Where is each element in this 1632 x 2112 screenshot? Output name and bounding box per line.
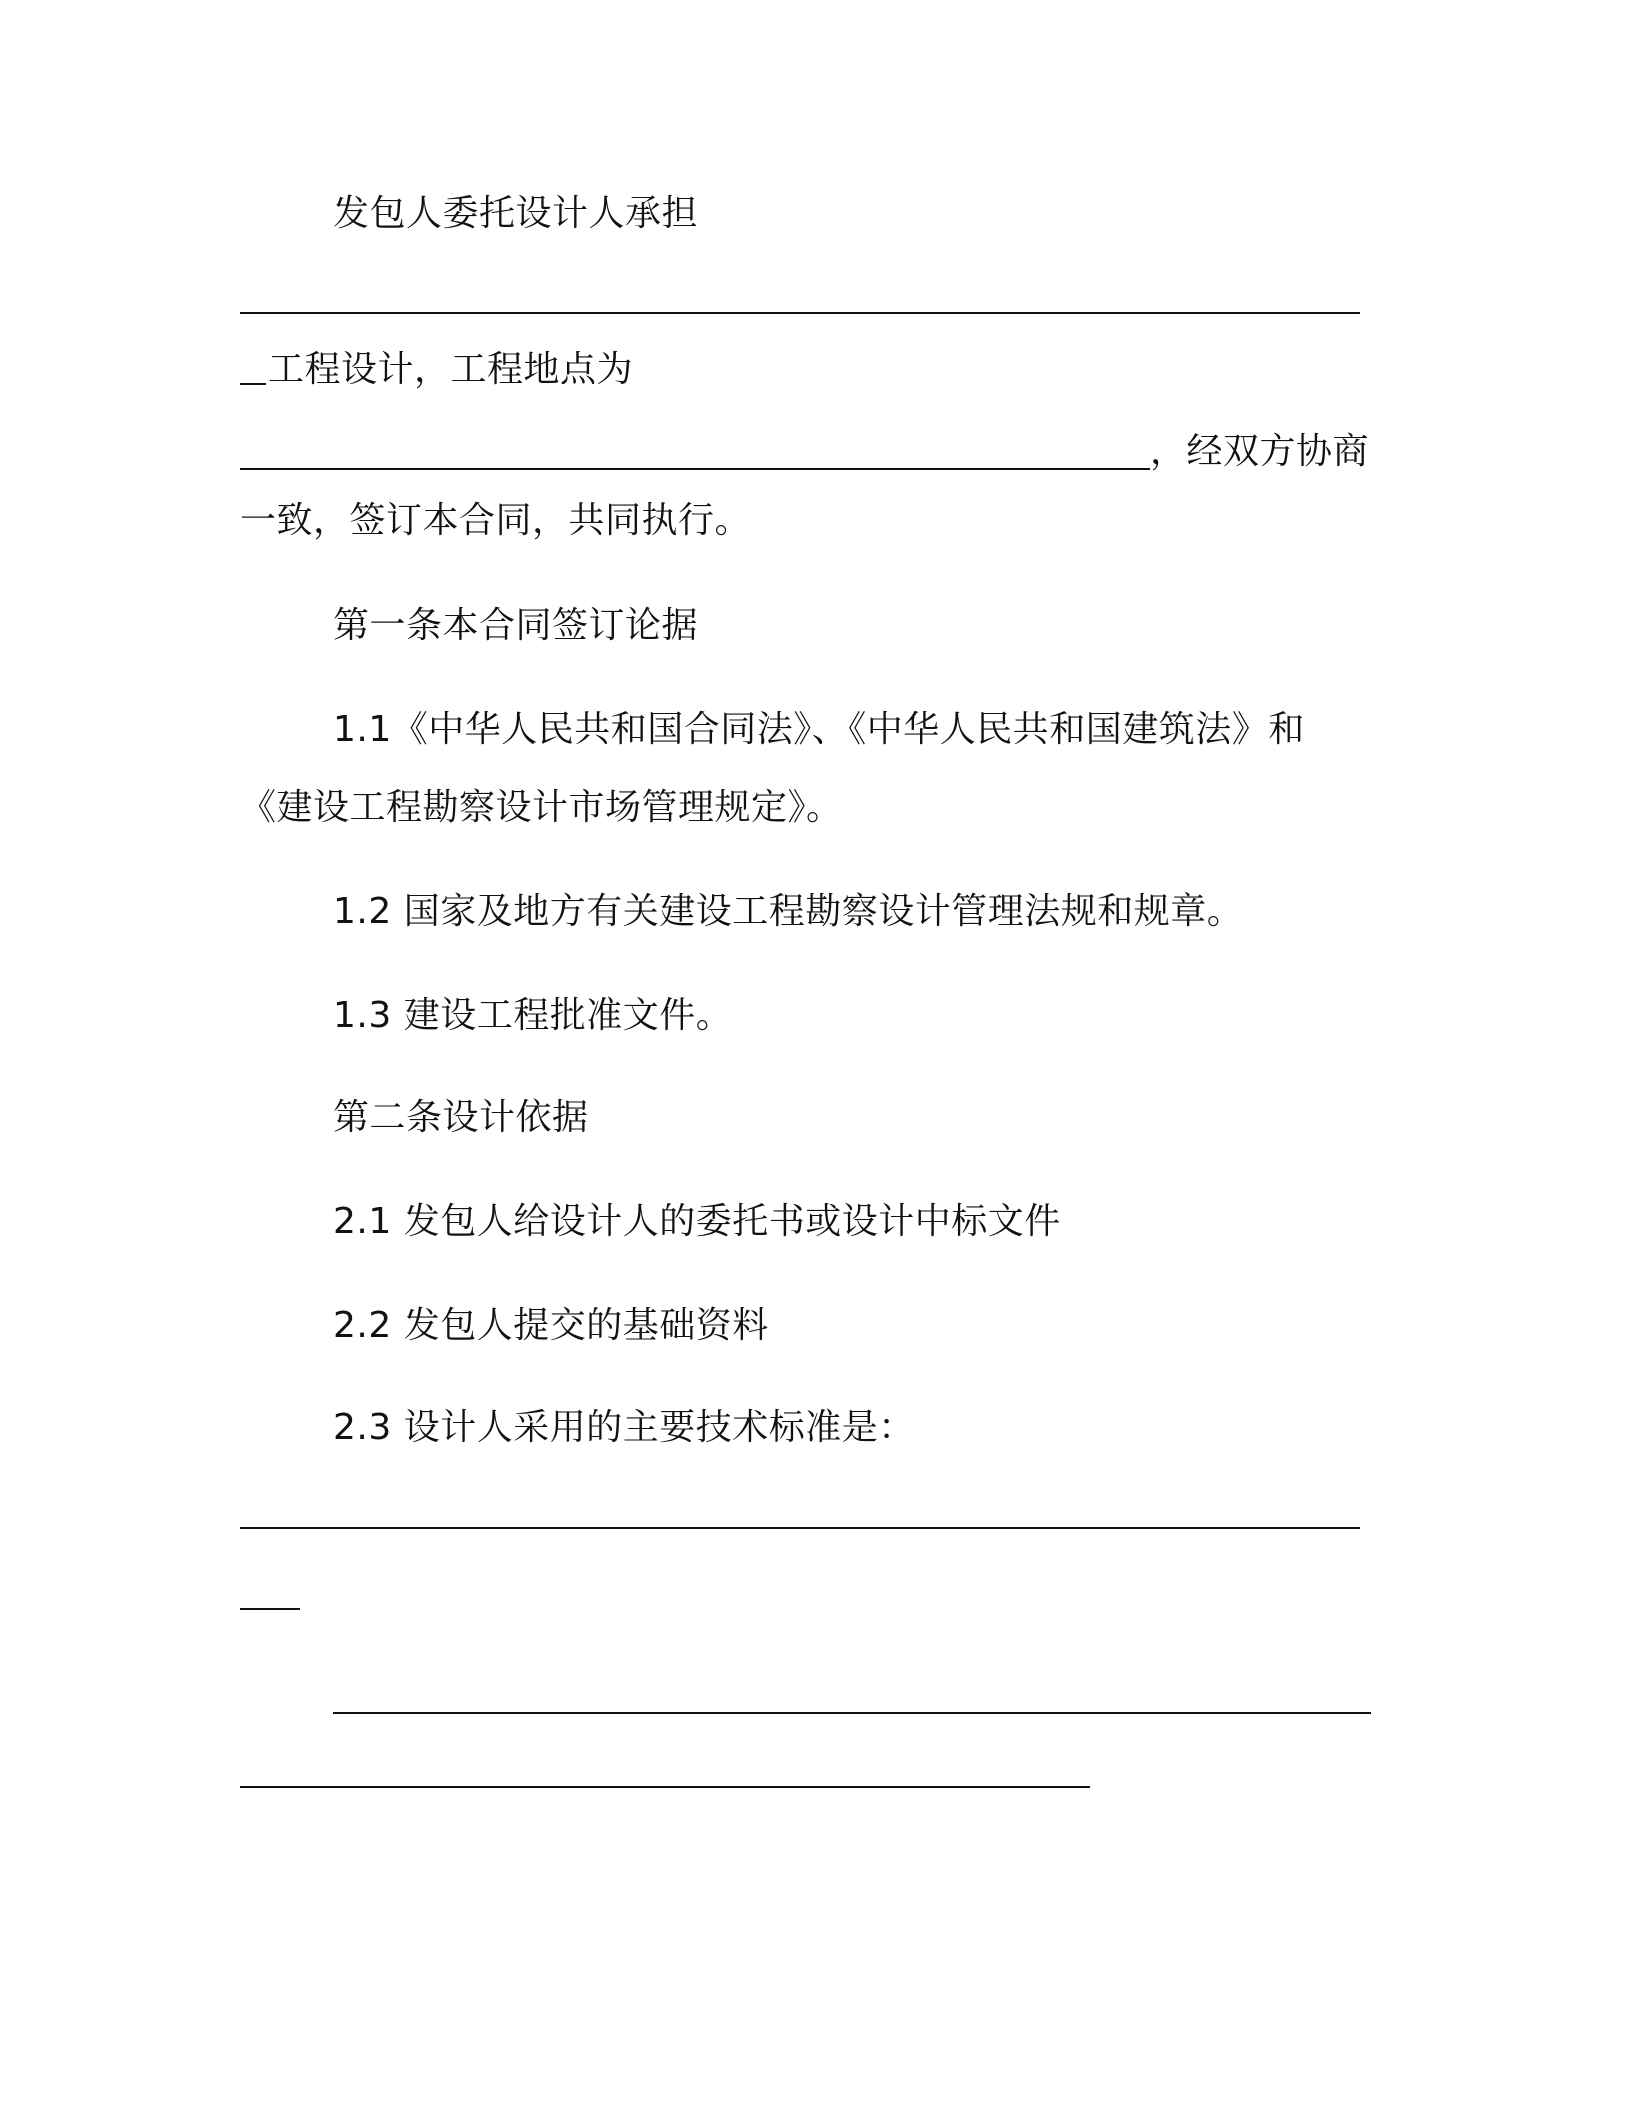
article-2-title: 第二条设计依据 (333, 1097, 589, 1138)
intro-line-2 (240, 346, 633, 394)
intro-line-4: 一致，签订本合同，共同执行。 (240, 500, 752, 541)
clause-1-3: 1.3 建设工程批准文件。 (333, 995, 733, 1036)
blank-line-standards-2 (333, 1712, 1371, 1714)
intro-line-3-tail: ，经双方协商 (1150, 431, 1370, 472)
intro-line-1: 发包人委托设计人承担 (333, 193, 699, 234)
clause-2-3: 2.3 设计人采用的主要技术标准是： (333, 1407, 915, 1448)
blank-line-stub (240, 383, 266, 385)
article-1-title: 第一条本合同签订论据 (333, 605, 699, 646)
blank-line-project-name (240, 312, 1360, 314)
intro-line-2-text: 工程设计，工程地点为 (268, 349, 634, 390)
clause-1-1-line-2: 《建设工程勘察设计市场管理规定》。 (240, 787, 843, 828)
blank-line-standards-2-cont (240, 1786, 1090, 1788)
blank-line-standards-1 (240, 1527, 1360, 1529)
clause-1-2: 1.2 国家及地方有关建设工程勘察设计管理法规和规章。 (333, 891, 1244, 932)
clause-1-1-line-1: 1.1《中华人民共和国合同法》、《中华人民共和国建筑法》和 (333, 709, 1305, 750)
blank-line-project-location (240, 468, 1150, 470)
blank-line-standards-1-cont (240, 1608, 300, 1610)
clause-2-2: 2.2 发包人提交的基础资料 (333, 1305, 769, 1346)
clause-2-1: 2.1 发包人给设计人的委托书或设计中标文件 (333, 1201, 1061, 1242)
